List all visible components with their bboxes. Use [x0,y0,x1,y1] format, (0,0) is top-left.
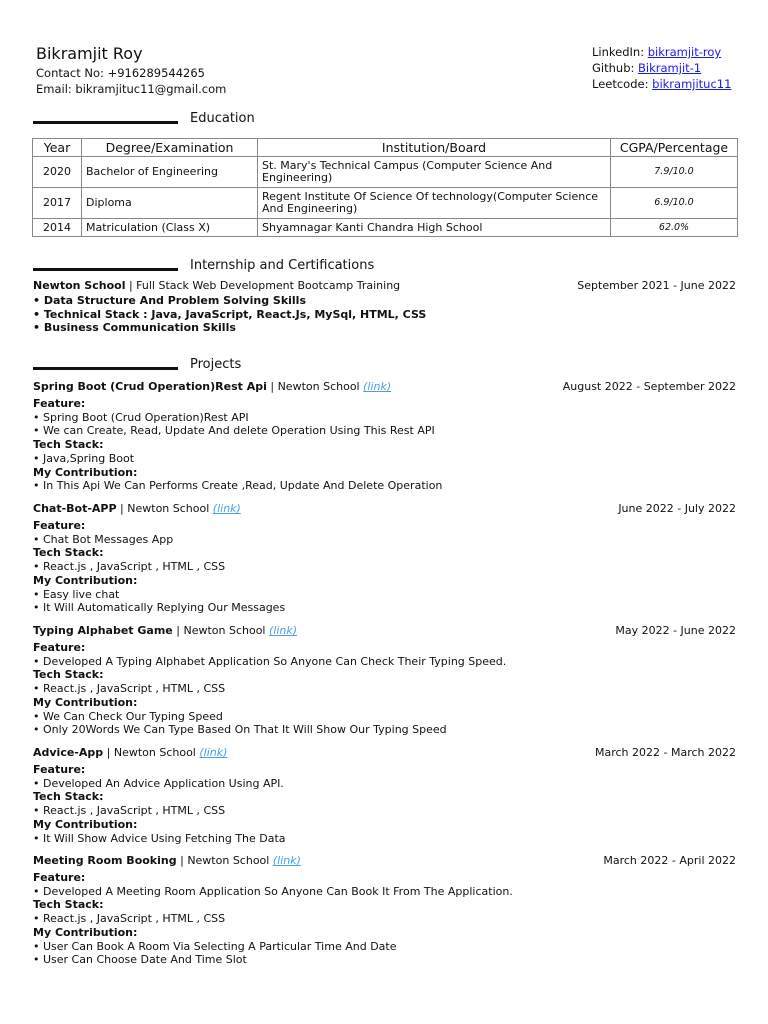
project-link[interactable]: (link) [363,380,392,393]
list-item: • Easy live chat [33,587,120,601]
list-item: • React.js , JavaScript , HTML , CSS [33,682,226,696]
project-org: Newton School [187,854,270,867]
leetcode-label: Leetcode: [592,77,649,91]
linkedin-row [592,45,721,59]
education-rule [33,121,178,124]
internship-program: Full Stack Web Development Bootcamp Training [136,279,401,292]
tech-stack-label: Tech Stack: [33,546,104,560]
github-row [592,61,701,75]
feature-label: Feature: [33,397,86,410]
cell-score: 6.9/10.0 [611,188,738,219]
list-item: • Business Communication Skills [33,321,236,335]
separator: | [125,279,137,292]
contact-number: Contact No: +916289544265 [36,66,206,80]
tech-stack-label: Tech Stack: [33,898,104,912]
leetcode-link[interactable]: bikramjituc11 [652,77,732,91]
project-org: Newton School [113,746,196,759]
education-table [32,138,738,237]
internship-org: Newton School [33,279,126,292]
separator: | [172,624,184,637]
list-item: • We Can Check Our Typing Speed [33,709,223,723]
table-header-row [33,139,738,157]
github-link[interactable]: Bikramjit-1 [638,61,702,75]
internship-section [33,279,736,335]
list-item: • It Will Automatically Replying Our Messages [33,601,286,615]
cell-year: 2020 [33,157,82,188]
project-date: June 2022 - July 2022 [618,502,736,515]
project-meeting-room [33,854,736,967]
project-name: Chat-Bot-APP [33,502,117,515]
col-year: Year [33,139,82,157]
cell-institution: Regent Institute Of Science Of technology(Computer Science And Engineering) [258,188,611,219]
list-item: • It Will Show Advice Using Fetching The Data [33,831,286,845]
projects-title: Projects [190,357,242,372]
internship-heading [33,279,736,294]
contribution-label: My Contribution: [33,465,138,479]
project-org: Newton School [127,502,210,515]
cell-institution: Shyamnagar Kanti Chandra High School [258,219,611,237]
tech-stack-label: Tech Stack: [33,668,104,682]
list-item: • User Can Choose Date And Time Slot [33,953,247,967]
contribution-label: My Contribution: [33,573,138,587]
github-label: Github: [592,61,635,75]
list-item: • React.js , JavaScript , HTML , CSS [33,912,226,926]
project-name: Advice-App [33,746,104,759]
feature-label: Feature: [33,871,86,884]
project-name: Spring Boot (Crud Operation)Rest Api [33,380,267,393]
project-typing-game [33,624,736,737]
project-date: March 2022 - March 2022 [594,746,736,759]
feature-label: Feature: [33,519,86,532]
col-degree: Degree/Examination [82,139,258,157]
list-item: • Developed A Meeting Room Application So Anyone Can Book It From The Application. [33,884,513,898]
leetcode-row [592,77,731,91]
cell-year: 2017 [33,188,82,219]
separator: | [116,502,128,515]
list-item: • Developed An Advice Application Using API. [33,776,284,790]
table-row [33,219,738,237]
project-org: Newton School [277,380,360,393]
contribution-label: My Contribution: [33,695,138,709]
project-advice-app [33,746,736,845]
project-link[interactable]: (link) [272,854,301,867]
project-heading [33,624,736,639]
project-heading [33,854,736,869]
project-name: Meeting Room Booking [33,854,177,867]
projects-rule [33,367,178,370]
col-institution: Institution/Board [258,139,611,157]
table-row [33,157,738,188]
feature-label: Feature: [33,763,86,776]
internship-title: Internship and Certifications [190,258,375,273]
tech-stack-label: Tech Stack: [33,438,104,452]
project-link[interactable]: (link) [199,746,228,759]
list-item: • In This Api We Can Performs Create ,Read, Update And Delete Operation [33,479,443,493]
list-item: • Developed A Typing Alphabet Application So Anyone Can Check Their Typing Speed. [33,654,507,668]
contribution-label: My Contribution: [33,817,138,831]
separator: | [103,746,114,759]
cell-degree: Matriculation (Class X) [82,219,258,237]
linkedin-link[interactable]: bikramjit-roy [647,45,722,59]
cell-degree: Bachelor of Engineering [82,157,258,188]
project-date: May 2022 - June 2022 [615,624,736,637]
project-link[interactable]: (link) [269,624,298,637]
col-score: CGPA/Percentage [611,139,738,157]
project-heading [33,746,736,761]
project-heading [33,502,736,517]
cell-year: 2014 [33,219,82,237]
cell-score: 62.0% [611,219,738,237]
separator: | [266,380,278,393]
project-date: August 2022 - September 2022 [562,380,736,393]
project-org: Newton School [183,624,266,637]
list-item: • We can Create, Read, Update And delete Operation Using This Rest API [33,424,435,438]
project-date: March 2022 - April 2022 [603,854,736,867]
project-name: Typing Alphabet Game [33,624,173,637]
education-title: Education [190,111,255,126]
list-item: • Java,Spring Boot [33,451,135,465]
separator: | [176,854,188,867]
project-spring-boot [33,380,736,493]
list-item: • Chat Bot Messages App [33,532,174,546]
internship-date: September 2021 - June 2022 [577,279,736,292]
internship-rule [33,268,178,271]
cell-degree: Diploma [82,188,258,219]
project-link[interactable]: (link) [212,502,241,515]
cell-score: 7.9/10.0 [611,157,738,188]
table-row [33,188,738,219]
tech-stack-label: Tech Stack: [33,790,104,804]
list-item: • React.js , JavaScript , HTML , CSS [33,804,226,818]
project-chat-bot [33,502,736,615]
linkedin-label: LinkedIn: [592,45,645,59]
email-text: Email: bikramjituc11@gmail.com [36,82,227,96]
list-item: • Data Structure And Problem Solving Skills [33,294,306,307]
list-item: • React.js , JavaScript , HTML , CSS [33,560,226,574]
project-heading [33,380,736,395]
list-item: • User Can Book A Room Via Selecting A Particular Time And Date [33,939,397,953]
list-item: • Only 20Words We Can Type Based On That It Will Show Our Typing Speed [33,723,447,737]
candidate-name: Bikramjit Roy [36,44,143,63]
list-item: • Technical Stack : Java, JavaScript, React.Js, MySql, HTML, CSS [33,307,427,321]
list-item: • Spring Boot (Crud Operation)Rest API [33,410,249,424]
contribution-label: My Contribution: [33,925,138,939]
feature-label: Feature: [33,641,86,654]
cell-institution: St. Mary's Technical Campus (Computer Science And Engineering) [258,157,611,188]
